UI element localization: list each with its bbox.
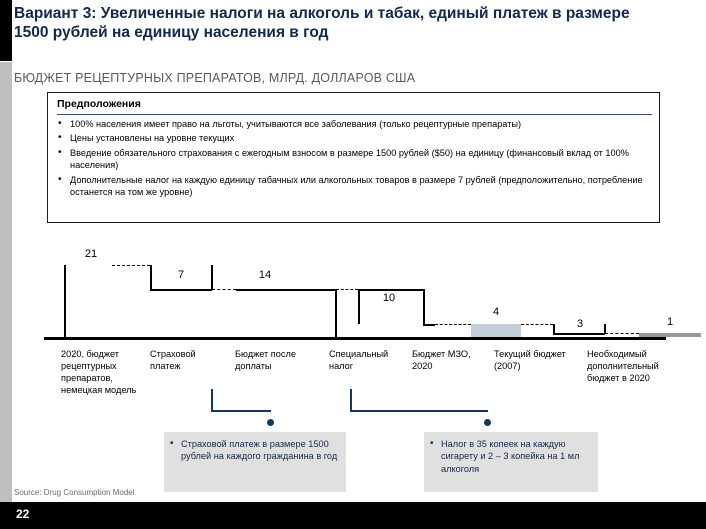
bar-4-bottom-edge xyxy=(423,324,435,326)
bar-2-bottom-edge xyxy=(150,289,212,291)
footer-bar xyxy=(0,502,706,529)
category-label-6: Необходимый дополнительный бюджет в 2020 xyxy=(587,349,659,383)
page-number: 22 xyxy=(16,507,30,521)
bar-3-value: 14 xyxy=(258,269,272,281)
callout-connector-1-horizontal xyxy=(211,410,271,412)
assumptions-list xyxy=(57,118,654,201)
category-label-4: Бюджет МЗО, 2020 xyxy=(412,349,471,371)
bar-4-value: 10 xyxy=(382,292,396,304)
callout-1-item: • Страховой платеж в размере 1500 рублей на каждого гражданина в год xyxy=(170,438,338,463)
assumption-item: • Дополнительные налог на каждую единицу табачных или алкогольных товаров в размере 7 рублей (предположительно, потребление останется на том же уровне) xyxy=(57,174,654,199)
category-label-5: Текущий бюджет (2007) xyxy=(494,349,566,371)
bar-2-right-edge xyxy=(211,265,213,290)
bar-3-top-edge xyxy=(236,289,336,291)
chart-baseline-axis xyxy=(44,337,666,340)
bar-2-value: 7 xyxy=(177,269,185,281)
bar-6-value: 3 xyxy=(576,318,584,330)
bar-7-value: 1 xyxy=(666,316,674,328)
connector-6-7 xyxy=(605,333,639,334)
source-note: Source: Drug Consumption Model xyxy=(14,488,135,497)
bar-5-fill xyxy=(471,324,521,337)
connector-2-3 xyxy=(212,289,236,290)
callout-box-1 xyxy=(164,432,346,492)
chart-heading: БЮДЖЕТ РЕЦЕПТУРНЫХ ПРЕПАРАТОВ, МЛРД. ДОЛЛАРОВ США xyxy=(14,71,416,85)
connector-5-6 xyxy=(521,324,553,325)
assumption-item: • 100% населения имеет право на льготы, учитываются все заболевания (только рецептурные препараты) xyxy=(57,118,654,130)
assumptions-divider xyxy=(57,114,652,115)
assumptions-panel xyxy=(47,92,660,223)
left-accent-bar-dark xyxy=(0,0,12,61)
connector-4-5 xyxy=(435,324,471,325)
slide-title: Вариант 3: Увеличенные налоги на алкоголь и табак, единый платеж в размере 1500 рублей на единицу населения в год xyxy=(14,5,630,42)
bar-1-stem xyxy=(64,265,66,337)
assumptions-heading: Предположения xyxy=(57,98,141,110)
left-accent-bar-gray xyxy=(0,62,12,502)
category-label-2: Бюджет после доплаты xyxy=(235,349,296,371)
callout-2-list xyxy=(430,438,590,475)
bar-1-value: 21 xyxy=(84,248,98,260)
category-label-1: Страховой платеж xyxy=(150,349,196,371)
assumption-item: • Цены установлены на уровне текущих xyxy=(57,132,654,144)
bar-6-bottom-edge xyxy=(553,333,605,335)
bar-5-value: 4 xyxy=(492,306,500,318)
category-label-0: 2020, бюджет рецептурных препаратов, немецкая модель xyxy=(61,349,137,395)
connector-1-2 xyxy=(112,265,150,266)
callout-connector-2-dot xyxy=(484,419,491,426)
bar-4-left-edge xyxy=(358,289,360,324)
assumption-item: • Введение обязательного страхования с ежегодным взносом в размере 1500 рублей ($50) на единицу (финансовый вклад от 100% населения) xyxy=(57,147,654,172)
callout-connector-1-vertical xyxy=(211,389,213,412)
connector-3-4 xyxy=(336,289,358,290)
callout-connector-1-dot xyxy=(267,419,274,426)
callout-connector-2-vertical xyxy=(350,389,352,412)
bar-4-top-edge xyxy=(358,289,424,291)
bar-2-left-edge xyxy=(150,265,152,290)
category-label-3: Специальный налог xyxy=(329,349,389,371)
callout-connector-2-horizontal xyxy=(350,410,488,412)
bar-3-right-edge xyxy=(335,289,337,337)
callout-2-item: • Налог в 35 копеек на каждую сигарету и 2 – 3 копейка на 1 мл алкоголя xyxy=(430,438,590,475)
bar-4-right-edge xyxy=(423,289,425,325)
waterfall-chart xyxy=(40,240,680,350)
callout-box-2 xyxy=(424,432,598,492)
callout-1-list xyxy=(170,438,338,463)
